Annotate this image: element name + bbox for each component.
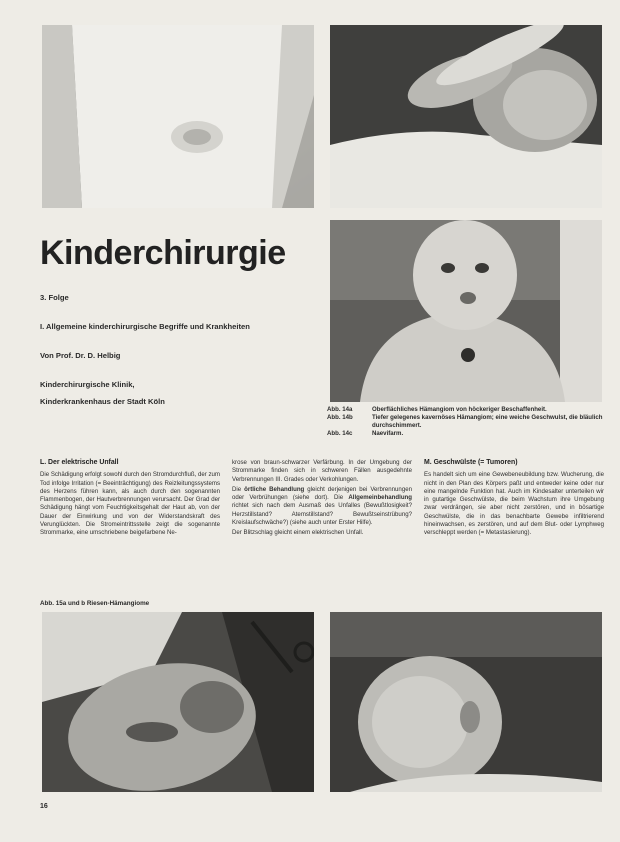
caption-text: Naevifarm. <box>372 430 404 437</box>
photo-child-chest <box>330 220 602 402</box>
photo-giant-hemangioma-face <box>42 612 314 792</box>
caption-label: Abb. 14a <box>327 406 353 413</box>
photo-giant-hemangioma-head <box>330 612 602 792</box>
section-heading-electrical-accident: L. Der elektrische Unfall <box>40 459 119 466</box>
section-heading-tumors: M. Geschwülste (= Tumoren) <box>424 459 518 466</box>
bold-term: örtliche Behandlung <box>244 485 305 493</box>
author-line: Von Prof. Dr. D. Helbig <box>40 351 121 360</box>
bold-term: Allgemeinbehandlung <box>348 494 412 502</box>
caption-text: Oberflächliches Hämangiom von höckeriger Beschaffenheit. <box>372 406 547 413</box>
caption-label: Abb. 14b <box>327 414 353 421</box>
caption-row <box>327 406 603 414</box>
text-column-2 <box>232 459 412 540</box>
institution-line-2: Kinderkrankenhaus der Stadt Köln <box>40 397 165 406</box>
page-number: 16 <box>40 803 48 810</box>
caption-row <box>327 430 603 438</box>
figure-15-caption: Abb. 15a und b Riesen-Hämangiome <box>40 600 150 607</box>
photo-hemangioma-skin <box>42 25 314 208</box>
text-span: richtet sich nach dem Ausmaß des Unfalles (Bewußtlosigkeit? Herzstillstand? Atemstillstand? Bewußtseinstrübung? Kreislaufschwäche?) (siehe auch unter Erster Hilfe). <box>232 502 412 527</box>
installment-label: 3. Folge <box>40 293 69 302</box>
figure-14-caption <box>327 406 603 438</box>
caption-label: Abb. 14c <box>327 430 353 437</box>
paragraph-treatment <box>232 486 412 527</box>
paragraph: krose von braun-schwarzer Verfärbung. In der Umgebung der Strommarke finden sich in schweren Fällen ausgedehnte Verbrennungen III. Grades oder Verkohlungen. <box>232 459 412 483</box>
paragraph: Es handelt sich um eine Gewebeneubildung bzw. Wucherung, die nicht in den Plan des Körpers paßt und entweder keine oder nur eine mangelnde Funktion hat. Auch im Kindesalter unterteilen wir in gutartige Geschwülste, die beim Wachstum ihre Umgebung zwar verdrängen, sie aber nicht zerstören, und in bösartige Geschwülste, die in das benachbarte Gewebe infiltrierend hineinwachsen, es zerstören, und auf dem Blut- oder Lymphweg verschleppt werden (= Metastasierung). <box>424 471 604 537</box>
part-heading: I. Allgemeine kinderchirurgische Begriffe und Krankheiten <box>40 322 250 331</box>
text-column-1 <box>40 459 220 540</box>
text-span: gleicht derjenigen bei Verbrennungen oder Verbrühungen (siehe dort). Die <box>232 485 412 502</box>
text-column-3 <box>424 459 604 540</box>
paragraph: Der Blitzschlag gleicht einem elektrischen Unfall. <box>232 529 364 537</box>
caption-text: Tiefer gelegenes kavernöses Hämangiom; eine weiche Geschwulst, die bläulich durchschimmert. <box>372 414 603 429</box>
paragraph: Die Schädigung erfolgt sowohl durch den Stromdurchfluß, der zum Tod infolge Irritation (= Beeinträchtigung) des Reizleitungssystems des Herzens führen kann, als auch durch den sogenannten Flammenbogen, der Hautverbrennungen verursacht. Der Grad der Schädigung hängt vom Feuchtigkeitsgehalt der Haut ab, von der Dauer der Einwirkung und von der Widerstandskraft des Verunglückten. Die Stromeintrittsstelle zeigt die sogenannte Strommarke, eine umschriebene beigefarbene Ne- <box>40 471 220 537</box>
text-span: Die <box>232 485 245 493</box>
institution-line-1: Kinderchirurgische Klinik, <box>40 380 135 389</box>
article-title: Kinderchirurgie <box>40 234 286 272</box>
photo-infant-side <box>330 25 602 208</box>
caption-row <box>327 414 603 430</box>
